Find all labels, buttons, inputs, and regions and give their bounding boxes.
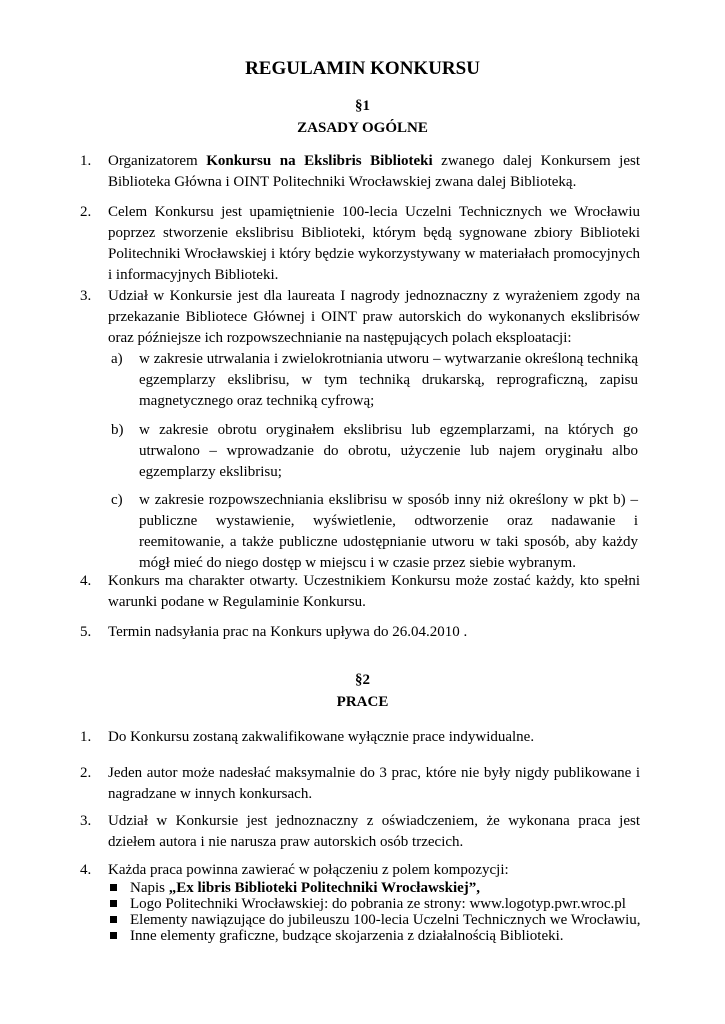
s1-item-5 [80, 622, 640, 643]
item-text: Każda praca powinna zawierać w połączeniu z polem kompozycji: [108, 862, 509, 878]
s2-item-4 [80, 860, 640, 881]
contest-name: Konkursu na Ekslibris Biblioteki [206, 153, 433, 169]
item-number: 1. [80, 153, 92, 169]
list-item: Elementy nawiązujące do jubileuszu 100-lecia Uczelni Technicznych we Wrocławiu, [108, 912, 648, 928]
section-2-title: PRACE [336, 694, 389, 710]
section-1-number: §1 [355, 98, 370, 114]
composition-requirements-list [108, 880, 648, 944]
section-2-number: §2 [355, 672, 370, 688]
s1-item-1 [80, 151, 640, 193]
item-text: Celem Konkursu jest upamiętnienie 100-lecia Uczelni Technicznych we Wrocławiu poprzez stworzenie ekslibrisu Biblioteki, którym będą sygnowane zbiory Biblioteki Politechniki Wrocławskiej i który będzie wykorzystywany w materiałach promocyjnych i informacyjnych Biblioteki. [108, 204, 640, 283]
item-number: 5. [80, 624, 92, 640]
item-text: Jeden autor może nadesłać maksymalnie do 3 prac, które nie były nigdy publikowane i nagradzane w innych konkursach. [108, 765, 640, 802]
subitem-letter: a) [111, 351, 123, 367]
item-number: 3. [80, 288, 92, 304]
s1-item-3-sub-b [111, 420, 638, 483]
s2-item-1 [80, 727, 640, 748]
subitem-letter: b) [111, 422, 124, 438]
section-1-title: ZASADY OGÓLNE [297, 120, 428, 136]
item-number: 2. [80, 765, 92, 781]
item-text: Do Konkursu zostaną zakwalifikowane wyłącznie prace indywidualne. [108, 729, 535, 745]
item-number: 4. [80, 573, 92, 589]
item-number: 1. [80, 729, 92, 745]
subitem-text: w zakresie utrwalania i zwielokrotniania utworu – wytwarzanie określoną techniką egzemplarzy ekslibrisu, w tym techniką drukarską, reprograficzną, zapisu magnetycznego oraz techniką cyfrową; [139, 351, 638, 409]
item-text: Termin nadsyłania prac na Konkurs upływa do 26.04.2010 . [108, 624, 468, 640]
required-inscription: „Ex libris Biblioteki Politechniki Wrocławskiej”, [168, 880, 481, 896]
subitem-text: w zakresie rozpowszechniania ekslibrisu w sposób inny niż określony w pkt b) – publiczne wystawienie, wyświetlenie, odtworzenie oraz nadawanie i reemitowanie, a także publiczne udostępnianie utworu w taki sposób, aby każdy mógł mieć do niego dostęp w miejscu i w czasie przez siebie wybranym. [139, 492, 638, 571]
square-bullet-icon [110, 900, 117, 907]
square-bullet-icon [110, 916, 117, 923]
s1-item-4 [80, 571, 640, 613]
subitem-text: w zakresie obrotu oryginałem ekslibrisu lub egzemplarzami, na których go utrwalono – wprowadzanie do obrotu, użyczenie lub najem oryginału albo egzemplarzy ekslibrisu; [139, 422, 638, 480]
item-number: 2. [80, 204, 92, 220]
s1-item-3 [80, 286, 640, 349]
list-item: Napis „Ex libris Biblioteki Politechniki Wrocławskiej”, [108, 880, 648, 896]
list-item: Logo Politechniki Wrocławskiej: do pobrania ze strony: www.logotyp.pwr.wroc.pl [108, 896, 648, 912]
item-text: Organizatorem Konkursu na Ekslibris Biblioteki zwanego dalej Konkursem jest Biblioteka Główna i OINT Politechniki Wrocławskiej zwana dalej Biblioteką. [108, 153, 640, 190]
s1-item-2 [80, 202, 640, 286]
document-title: REGULAMIN KONKURSU [245, 58, 480, 79]
item-text: Konkurs ma charakter otwarty. Uczestnikiem Konkursu może zostać każdy, kto spełni warunki podane w Regulaminie Konkursu. [108, 573, 640, 610]
item-text: Udział w Konkursie jest dla laureata I nagrody jednoznaczny z wyrażeniem zgody na przekazanie Bibliotece Głównej i OINT praw autorskich do wykonanych ekslibrisów oraz późniejsze ich rozpowszechnianie na następujących polach eksploatacji: [108, 288, 640, 346]
s1-item-3-sub-c [111, 490, 638, 574]
square-bullet-icon [110, 884, 117, 891]
list-item: Inne elementy graficzne, budzące skojarzenia z działalnością Biblioteki. [108, 928, 648, 944]
item-number: 3. [80, 813, 92, 829]
item-text: Udział w Konkursie jest jednoznaczny z oświadczeniem, że wykonana praca jest dziełem autora i nie narusza praw autorskich osób trzecich. [108, 813, 640, 850]
square-bullet-icon [110, 932, 117, 939]
s2-item-3 [80, 811, 640, 853]
s1-item-3-sub-a [111, 349, 638, 412]
subitem-letter: c) [111, 492, 123, 508]
s2-item-2 [80, 763, 640, 805]
item-number: 4. [80, 862, 92, 878]
